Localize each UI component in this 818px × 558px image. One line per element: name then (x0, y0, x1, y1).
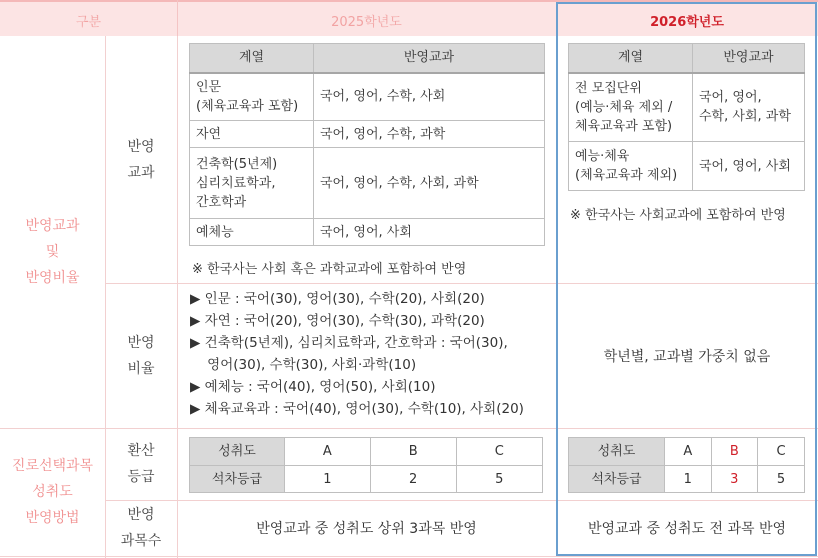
track: (예능·체육 제외 / (575, 99, 673, 115)
row-label: 석차등급 (190, 466, 285, 493)
row-label: 성취도 (569, 438, 665, 466)
track: 인문 (196, 79, 222, 95)
highlight-box-2026 (556, 2, 817, 556)
grade-table-2025 (189, 437, 543, 493)
label-line: 등급 (127, 469, 155, 485)
col-header: 계열 (190, 44, 314, 73)
track: 건축학(5년제) (196, 156, 278, 172)
note-2026: ※ 한국사는 사회교과에 포함하여 반영 (570, 208, 786, 223)
rank: 1 (285, 466, 371, 493)
label-line: 반영 (127, 138, 155, 155)
track: 전 모집단위 (575, 80, 642, 96)
level: B (370, 438, 456, 466)
table-row (190, 219, 545, 246)
label-line: 반영교과 (25, 218, 80, 234)
rank-highlight: 3 (711, 466, 758, 493)
track: (체육교육과 제외) (575, 168, 678, 183)
divider (177, 0, 178, 36)
label-line: 교과 (127, 164, 155, 181)
ratio-item: ▶ 예체능 : 국어(40), 영어(50), 사회(10) (190, 379, 436, 395)
col-header: 계열 (569, 44, 693, 73)
level: A (285, 438, 371, 466)
ratio-item: ▶ 체육교육과 : 국어(40), 영어(30), 수학(10), 사회(20) (190, 401, 524, 417)
subjects: 국어, 영어, 사회 (693, 142, 805, 191)
divider (177, 36, 178, 558)
ratio-list-2025 (190, 288, 524, 420)
label-line: 환산 (127, 443, 155, 459)
sub-grade (105, 428, 177, 500)
sub-ratio (105, 283, 177, 428)
subjects: 국어, 영어, 수학, 사회 (314, 73, 545, 121)
track: 간호학과 (196, 194, 247, 210)
ratio-item: ▶ 자연 : 국어(20), 영어(30), 수학(30), 과학(20) (190, 313, 485, 329)
divider (0, 556, 818, 557)
sub-count (105, 500, 177, 556)
label-line: 반영방법 (25, 510, 80, 526)
label-line: 진로선택과목 (11, 458, 94, 474)
track: 자연 (190, 121, 314, 148)
count-2026: 반영교과 중 성취도 전 과목 반영 (587, 521, 787, 537)
category-reflect (0, 36, 105, 428)
rank: 1 (665, 466, 712, 493)
label-line: 과목수 (120, 533, 162, 549)
track: 예능·체육 (575, 149, 630, 164)
label-line: 반영 (127, 334, 155, 351)
level-highlight: B (711, 438, 758, 466)
subjects: 국어, 영어, 수학, 과학 (314, 121, 545, 148)
label-line: 비율 (127, 360, 155, 377)
category-career (0, 428, 105, 556)
row-label: 석차등급 (569, 466, 665, 493)
sub-subjects (105, 36, 177, 283)
rank: 2 (370, 466, 456, 493)
col-header: 반영교과 (314, 44, 545, 73)
track: 체육교육과 포함) (575, 118, 673, 134)
label-line: 반영 (127, 507, 155, 523)
ratio-item: 영어(30), 수학(30), 사회·과학(10) (190, 357, 417, 373)
subjects-table-2025 (189, 43, 545, 246)
col-header: 반영교과 (693, 44, 805, 73)
ratio-item: ▶ 인문 : 국어(30), 영어(30), 수학(20), 사회(20) (190, 291, 485, 307)
rank: 5 (758, 466, 805, 493)
label-line: 및 (45, 244, 60, 260)
ratio-item: ▶ 건축학(5년제), 심리치료학과, 간호학과 : 국어(30), (190, 335, 508, 351)
track: 심리치료학과, (196, 175, 276, 191)
note-2025: ※ 한국사는 사회 혹은 과학교과에 포함하여 반영 (192, 262, 467, 277)
ratio-2026: 학년별, 교과별 가중치 없음 (603, 348, 771, 365)
level: A (665, 438, 712, 466)
subjects: 국어, 영어, 수학, 사회, 과학 (314, 148, 545, 219)
header-2025: 2025학년도 (331, 14, 402, 30)
track: 예체능 (190, 219, 314, 246)
count-2025: 반영교과 중 성취도 상위 3과목 반영 (256, 521, 477, 537)
level: C (758, 438, 805, 466)
subjects: 수학, 사회, 과학 (699, 109, 791, 125)
level: C (456, 438, 542, 466)
label-line: 반영비율 (25, 270, 80, 286)
subjects: 국어, 영어, (699, 90, 762, 106)
table-row (190, 121, 545, 148)
rank: 5 (456, 466, 542, 493)
row-label: 성취도 (190, 438, 285, 466)
table-row (190, 73, 545, 121)
track: (체육교육과 포함) (196, 98, 299, 114)
header-category: 구분 (75, 14, 102, 30)
label-line: 성취도 (32, 484, 73, 500)
table-row (190, 148, 545, 219)
header-2026: 2026학년도 (650, 14, 724, 30)
subjects: 국어, 영어, 사회 (314, 219, 545, 246)
